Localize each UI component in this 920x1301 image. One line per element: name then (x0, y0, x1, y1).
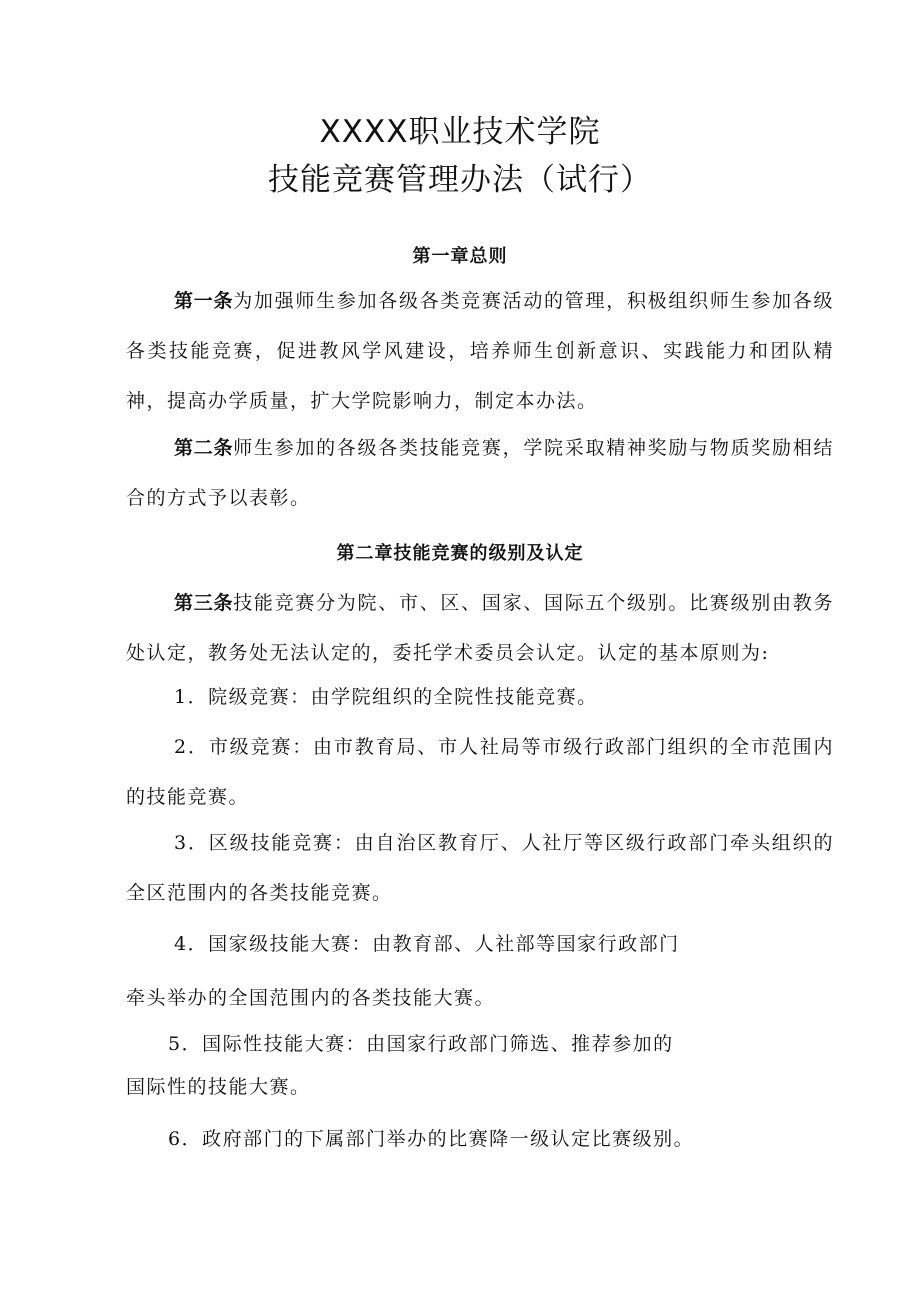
article-2 (126, 423, 834, 523)
list-item-1: 1．院级竞赛：由学院组织的全院性技能竞赛。 (174, 686, 598, 708)
list-item-2: 2．市级竞赛：由市教育局、市人社局等市级行政部门组织的全市范围内的技能竞赛。 (126, 736, 834, 808)
article-2-text: 师生参加的各级各类技能竞赛，学院采取精神奖励与物质奖励相结合的方式予以表彰。 (126, 437, 834, 509)
list-item-3: 3．区级技能竞赛：由自治区教育厅、人社厅等区级行政部门牵头组织的全区范围内的各类技能竞赛。 (126, 832, 834, 904)
list-item-4-line-2: 牵头举办的全国范围内的各类技能大赛。 (126, 987, 496, 1009)
document-title-institution: XXXX职业技术学院 (319, 114, 601, 150)
article-3 (126, 578, 834, 678)
article-3-label: 第三条 (174, 592, 234, 614)
list-item-6: 6．政府部门的下属部门举办的比赛降一级认定比赛级别。 (168, 1128, 695, 1150)
article-2-label: 第二条 (174, 437, 234, 459)
list-item-5-line-1: 5．国际性技能大赛：由国家行政部门筛选、推荐参加的 (168, 1033, 674, 1055)
article-1-label: 第一条 (174, 290, 234, 312)
list-item-5-line-2: 国际性的技能大赛。 (126, 1076, 311, 1098)
document-title-regulation: 技能竞赛管理办法（试行） (268, 162, 652, 198)
article-1 (126, 276, 834, 426)
chapter-1-heading: 第一章总则 (412, 246, 508, 267)
list-item-4-line-1: 4．国家级技能大赛：由教育部、人社部等国家行政部门 (174, 933, 680, 955)
article-1-text: 为加强师生参加各级各类竞赛活动的管理，积极组织师生参加各级各类技能竞赛，促进教风学风建设，培养师生创新意识、实践能力和团队精神，提高办学质量，扩大学院影响力，制定本办法。 (126, 290, 834, 412)
chapter-2-heading: 第二章技能竞赛的级别及认定 (336, 543, 584, 564)
article-3-text: 技能竞赛分为院、市、区、国家、国际五个级别。比赛级别由教务处认定，教务处无法认定的，委托学术委员会认定。认定的基本原则为: (126, 592, 834, 664)
